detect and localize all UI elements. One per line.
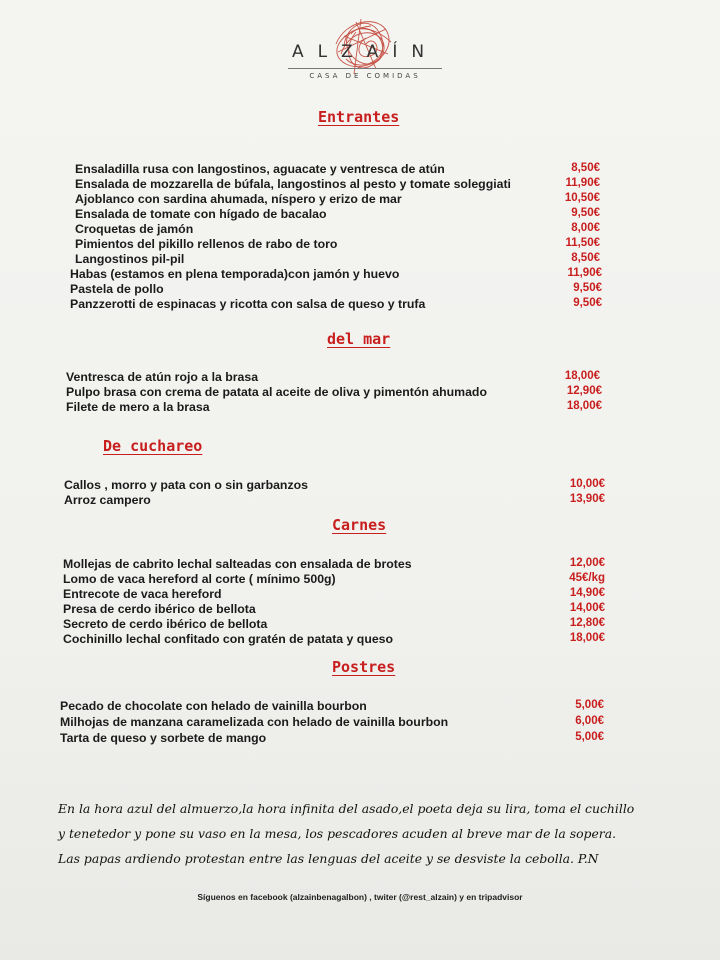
menu-item-price: 18,00€ bbox=[569, 632, 605, 644]
menu-item-price: 8,00€ bbox=[571, 222, 600, 234]
menu-item-name: Milhojas de manzana caramelizada con helado de vainilla bourbon bbox=[60, 715, 449, 729]
menu-item-price: 8,50€ bbox=[571, 252, 600, 264]
menu-item-price: 12,80€ bbox=[569, 617, 605, 629]
menu-item-name: Ensaladilla rusa con langostinos, aguacate y ventresca de atún bbox=[75, 162, 445, 176]
menu-item-price: 12,00€ bbox=[569, 557, 605, 569]
section-list-postres bbox=[0, 699, 720, 747]
menu-item-price: 11,90€ bbox=[567, 267, 602, 279]
menu-item-name: Pulpo brasa con crema de patata al aceite de oliva y pimentón ahumado bbox=[66, 385, 487, 399]
menu-item-name: Pecado de chocolate con helado de vainilla bourbon bbox=[60, 699, 367, 713]
logo-divider bbox=[288, 68, 442, 69]
menu-item bbox=[0, 400, 720, 415]
menu-item-name: Entrecote de vaca hereford bbox=[63, 587, 222, 601]
menu-item-name: Pastela de pollo bbox=[70, 282, 164, 296]
menu-item-price: 6,00€ bbox=[575, 715, 604, 727]
menu-item bbox=[0, 699, 720, 715]
menu-item-name: Ensalada de mozzarella de búfala, langostinos al pesto y tomate soleggiati bbox=[75, 177, 511, 191]
menu-item bbox=[0, 731, 720, 747]
section-title-del-mar: del mar bbox=[327, 330, 391, 348]
menu-item-name: Pimientos del pikillo rellenos de rabo de toro bbox=[75, 237, 338, 251]
menu-item-price: 13,90€ bbox=[569, 493, 605, 505]
poem-quote bbox=[58, 796, 698, 871]
section-title-entrantes: Entrantes bbox=[318, 108, 400, 126]
menu-item-name: Langostinos pil-pil bbox=[75, 252, 185, 266]
menu-item-price: 5,00€ bbox=[575, 731, 604, 743]
menu-item bbox=[0, 177, 720, 192]
menu-item bbox=[0, 207, 720, 222]
quote-line: y tenetedor y pone su vaso en la mesa, los pescadores acuden al breve mar de la sopera. bbox=[58, 826, 617, 841]
menu-item-name: Ensalada de tomate con hígado de bacalao bbox=[75, 207, 327, 221]
section-list-de-cuchareo bbox=[0, 478, 720, 508]
menu-item-name: Lomo de vaca hereford al corte ( mínimo 500g) bbox=[63, 572, 336, 586]
menu-item bbox=[0, 385, 720, 400]
logo-subtitle: CASA DE COMIDAS bbox=[309, 72, 421, 80]
menu-item-name: Tarta de queso y sorbete de mango bbox=[60, 731, 267, 745]
menu-item bbox=[0, 282, 720, 297]
menu-item-price: 14,90€ bbox=[569, 587, 605, 599]
menu-item bbox=[0, 572, 720, 587]
menu-item bbox=[0, 632, 720, 647]
section-list-entrantes bbox=[0, 162, 720, 312]
menu-item-price: 45€/kg bbox=[569, 572, 605, 584]
menu-item bbox=[0, 252, 720, 267]
section-title-postres: Postres bbox=[332, 658, 396, 676]
social-footer: Síguenos en facebook (alzainbenagalbon) , twiter (@rest_alzain) y en tripadvisor bbox=[197, 892, 523, 902]
menu-item bbox=[0, 557, 720, 572]
menu-item bbox=[0, 602, 720, 617]
menu-item-name: Habas (estamos en plena temporada)con jamón y huevo bbox=[70, 267, 400, 281]
menu-item bbox=[0, 162, 720, 177]
menu-item bbox=[0, 370, 720, 385]
menu-item-price: 8,50€ bbox=[571, 162, 600, 174]
menu-item-price: 10,50€ bbox=[564, 192, 600, 204]
section-list-del-mar bbox=[0, 370, 720, 415]
menu-item-name: Cochinillo lechal confitado con gratén de patata y queso bbox=[63, 632, 394, 646]
menu-item bbox=[0, 222, 720, 237]
menu-item-name: Mollejas de cabrito lechal salteadas con ensalada de brotes bbox=[63, 557, 412, 571]
menu-item bbox=[0, 617, 720, 632]
menu-item-name: Callos , morro y pata con o sin garbanzos bbox=[64, 478, 308, 492]
menu-item bbox=[0, 715, 720, 731]
menu-item-name: Presa de cerdo ibérico de bellota bbox=[63, 602, 256, 616]
section-title-carnes: Carnes bbox=[332, 516, 387, 534]
menu-item-name: Filete de mero a la brasa bbox=[66, 400, 210, 414]
menu-item bbox=[0, 267, 720, 282]
menu-item-price: 9,50€ bbox=[573, 297, 602, 309]
section-title-de-cuchareo: De cuchareo bbox=[103, 437, 203, 455]
menu-item bbox=[0, 297, 720, 312]
menu-item bbox=[0, 587, 720, 602]
menu-item-name: Ventresca de atún rojo a la brasa bbox=[66, 370, 259, 384]
menu-item bbox=[0, 478, 720, 493]
quote-line: En la hora azul del almuerzo,la hora infinita del asado,el poeta deja su lira, toma el cuchillo bbox=[58, 801, 635, 816]
menu-item-price: 10,00€ bbox=[569, 478, 605, 490]
menu-item-price: 18,00€ bbox=[566, 400, 602, 412]
menu-item-price: 18,00€ bbox=[564, 370, 600, 382]
quote-line: Las papas ardiendo protestan entre las lenguas del aceite y se desviste la cebolla. P.N bbox=[58, 851, 599, 866]
menu-item-price: 14,00€ bbox=[569, 602, 605, 614]
menu-item-name: Secreto de cerdo ibérico de bellota bbox=[63, 617, 268, 631]
menu-item-name: Panzzerotti de espinacas y ricotta con salsa de queso y trufa bbox=[70, 297, 426, 311]
menu-item bbox=[0, 493, 720, 508]
menu-item-name: Croquetas de jamón bbox=[75, 222, 194, 236]
menu-item bbox=[0, 237, 720, 252]
menu-item-name: Arroz campero bbox=[64, 493, 151, 507]
section-list-carnes bbox=[0, 557, 720, 647]
menu-item-price: 12,90€ bbox=[566, 385, 602, 397]
menu-item bbox=[0, 192, 720, 207]
menu-item-price: 11,50€ bbox=[565, 237, 600, 249]
menu-item-price: 5,00€ bbox=[575, 699, 604, 711]
menu-item-price: 9,50€ bbox=[573, 282, 602, 294]
menu-item-price: 11,90€ bbox=[565, 177, 600, 189]
logo-name: ALZAÍN bbox=[291, 42, 439, 62]
menu-item-price: 9,50€ bbox=[571, 207, 600, 219]
restaurant-logo bbox=[270, 14, 460, 92]
menu-item-name: Ajoblanco con sardina ahumada, níspero y erizo de mar bbox=[75, 192, 402, 206]
